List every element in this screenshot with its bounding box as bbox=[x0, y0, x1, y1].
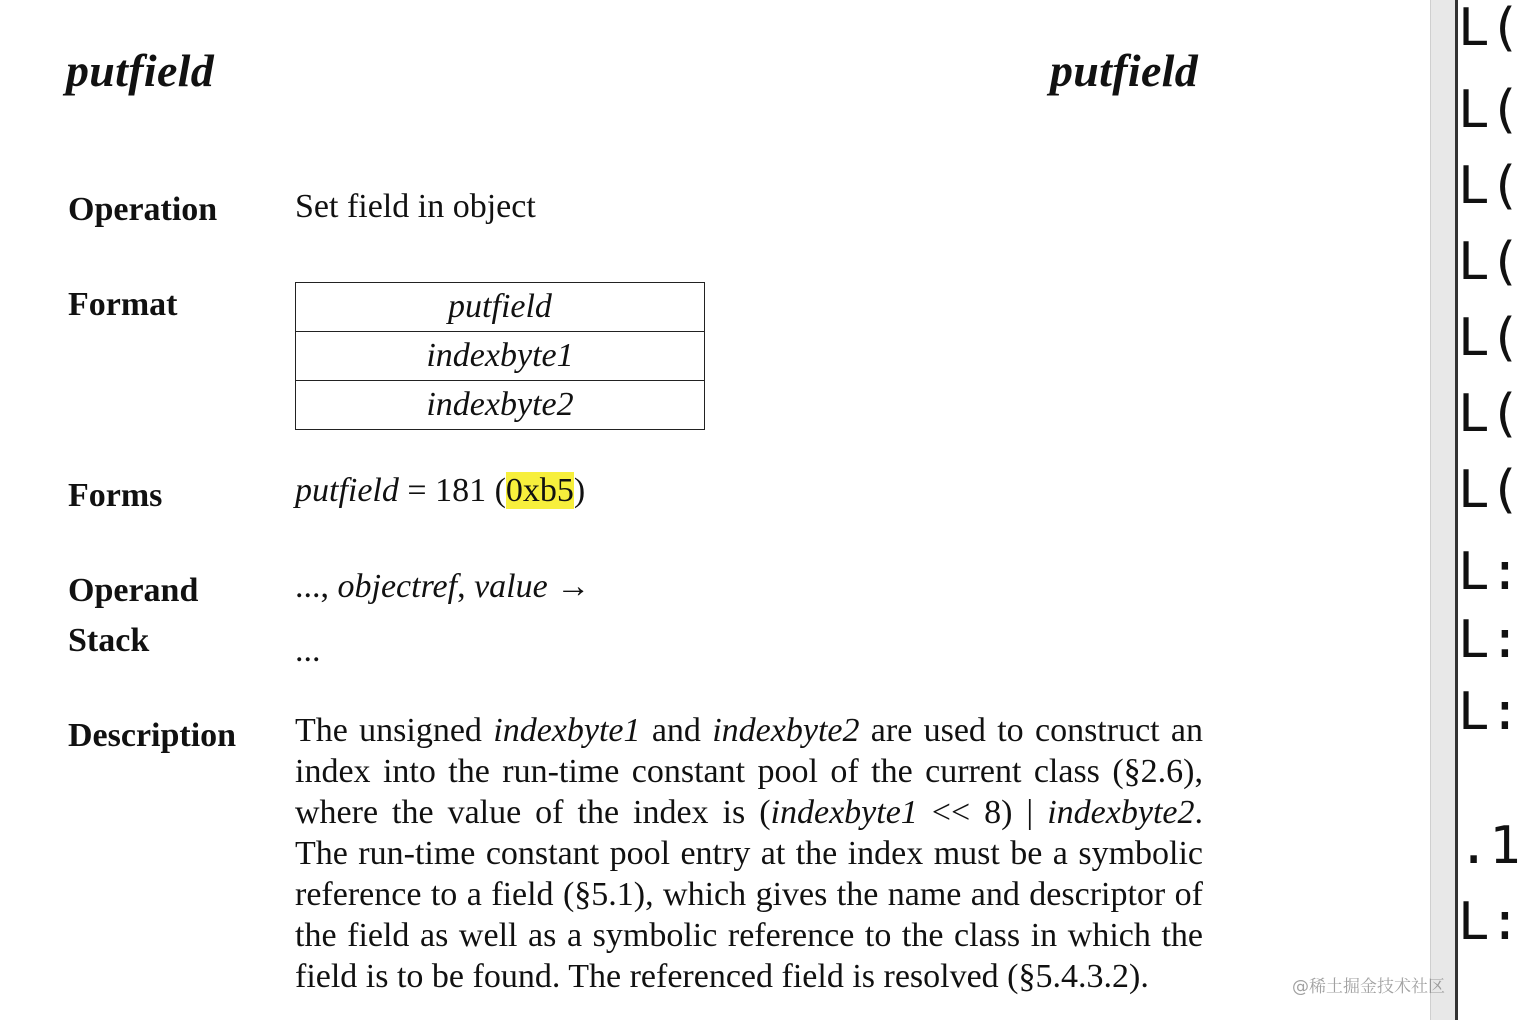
adjacent-page-glyph: L( bbox=[1458, 384, 1521, 444]
operation-text: Set field in object bbox=[295, 188, 536, 225]
desc-text: and bbox=[640, 712, 713, 749]
arrow-icon: → bbox=[547, 568, 591, 605]
forms-text bbox=[295, 470, 585, 511]
desc-text: are used to construct an bbox=[859, 712, 1203, 749]
watermark: @稀土掘金技术社区 bbox=[1292, 977, 1445, 997]
description-line: The run-time constant pool entry at the index must be a symbolic bbox=[295, 835, 1203, 872]
adjacent-page-glyph: L: bbox=[1458, 610, 1521, 670]
description-line: field is to be found. The referenced field is resolved (§5.4.3.2). bbox=[295, 958, 1149, 995]
forms-hex-highlight: 0xb5 bbox=[505, 472, 574, 509]
adjacent-page-glyph: L( bbox=[1458, 308, 1521, 368]
format-row-indexbyte1: indexbyte1 bbox=[296, 331, 704, 380]
operand-stack-label-line2: Stack bbox=[68, 622, 150, 659]
adjacent-page-glyph: L( bbox=[1458, 460, 1521, 520]
operand-sep: , bbox=[457, 568, 475, 605]
adjacent-page-glyph: L( bbox=[1458, 156, 1521, 216]
adjacent-page-glyph: L( bbox=[1458, 232, 1521, 292]
forms-close: ) bbox=[573, 472, 586, 509]
adjacent-page-glyph: .1 bbox=[1458, 816, 1521, 876]
adjacent-page-glyph: L( bbox=[1458, 0, 1521, 58]
format-row-indexbyte2: indexbyte2 bbox=[296, 380, 704, 429]
desc-italic: indexbyte1 bbox=[493, 712, 641, 749]
description-text bbox=[295, 710, 1203, 997]
desc-text: << 8) | bbox=[917, 794, 1048, 831]
desc-italic: indexbyte2 bbox=[712, 712, 860, 749]
desc-text: The unsigned bbox=[295, 712, 494, 749]
operand-prefix: ..., bbox=[295, 568, 338, 605]
adjacent-page-glyph: L( bbox=[1458, 80, 1521, 140]
forms-label: Forms bbox=[68, 477, 163, 514]
description-label: Description bbox=[68, 717, 237, 754]
desc-text: . bbox=[1194, 794, 1203, 831]
format-label: Format bbox=[68, 286, 178, 323]
operand-stack-after: ... bbox=[295, 632, 321, 669]
operand-objectref: objectref bbox=[337, 568, 458, 605]
adjacent-page-glyph: L: bbox=[1458, 542, 1521, 602]
adjacent-page-glyph: L: bbox=[1458, 892, 1521, 952]
description-line: reference to a field (§5.1), which gives the name and descriptor of bbox=[295, 876, 1203, 913]
format-row-opcode: putfield bbox=[448, 288, 552, 325]
desc-italic: indexbyte1 bbox=[770, 794, 918, 831]
description-line: index into the run-time constant pool of the current class (§2.6), bbox=[295, 753, 1203, 790]
description-line bbox=[295, 792, 1203, 833]
forms-name: putfield bbox=[295, 472, 399, 509]
operand-stack-before bbox=[295, 566, 590, 607]
description-line bbox=[295, 710, 1203, 751]
header-title-right: putfield bbox=[1050, 45, 1199, 96]
operation-label: Operation bbox=[68, 191, 218, 228]
forms-equals: = 181 ( bbox=[398, 472, 506, 509]
header-title-left: putfield bbox=[66, 45, 215, 96]
operand-value: value bbox=[474, 568, 548, 605]
adjacent-page-glyph: L: bbox=[1458, 682, 1521, 742]
description-line: the field as well as a symbolic reference to the class in which the bbox=[295, 917, 1203, 954]
format-table bbox=[295, 282, 705, 430]
operand-stack-label-line1: Operand bbox=[68, 572, 199, 609]
desc-italic: indexbyte2 bbox=[1047, 794, 1195, 831]
desc-text: where the value of the index is ( bbox=[295, 794, 771, 831]
